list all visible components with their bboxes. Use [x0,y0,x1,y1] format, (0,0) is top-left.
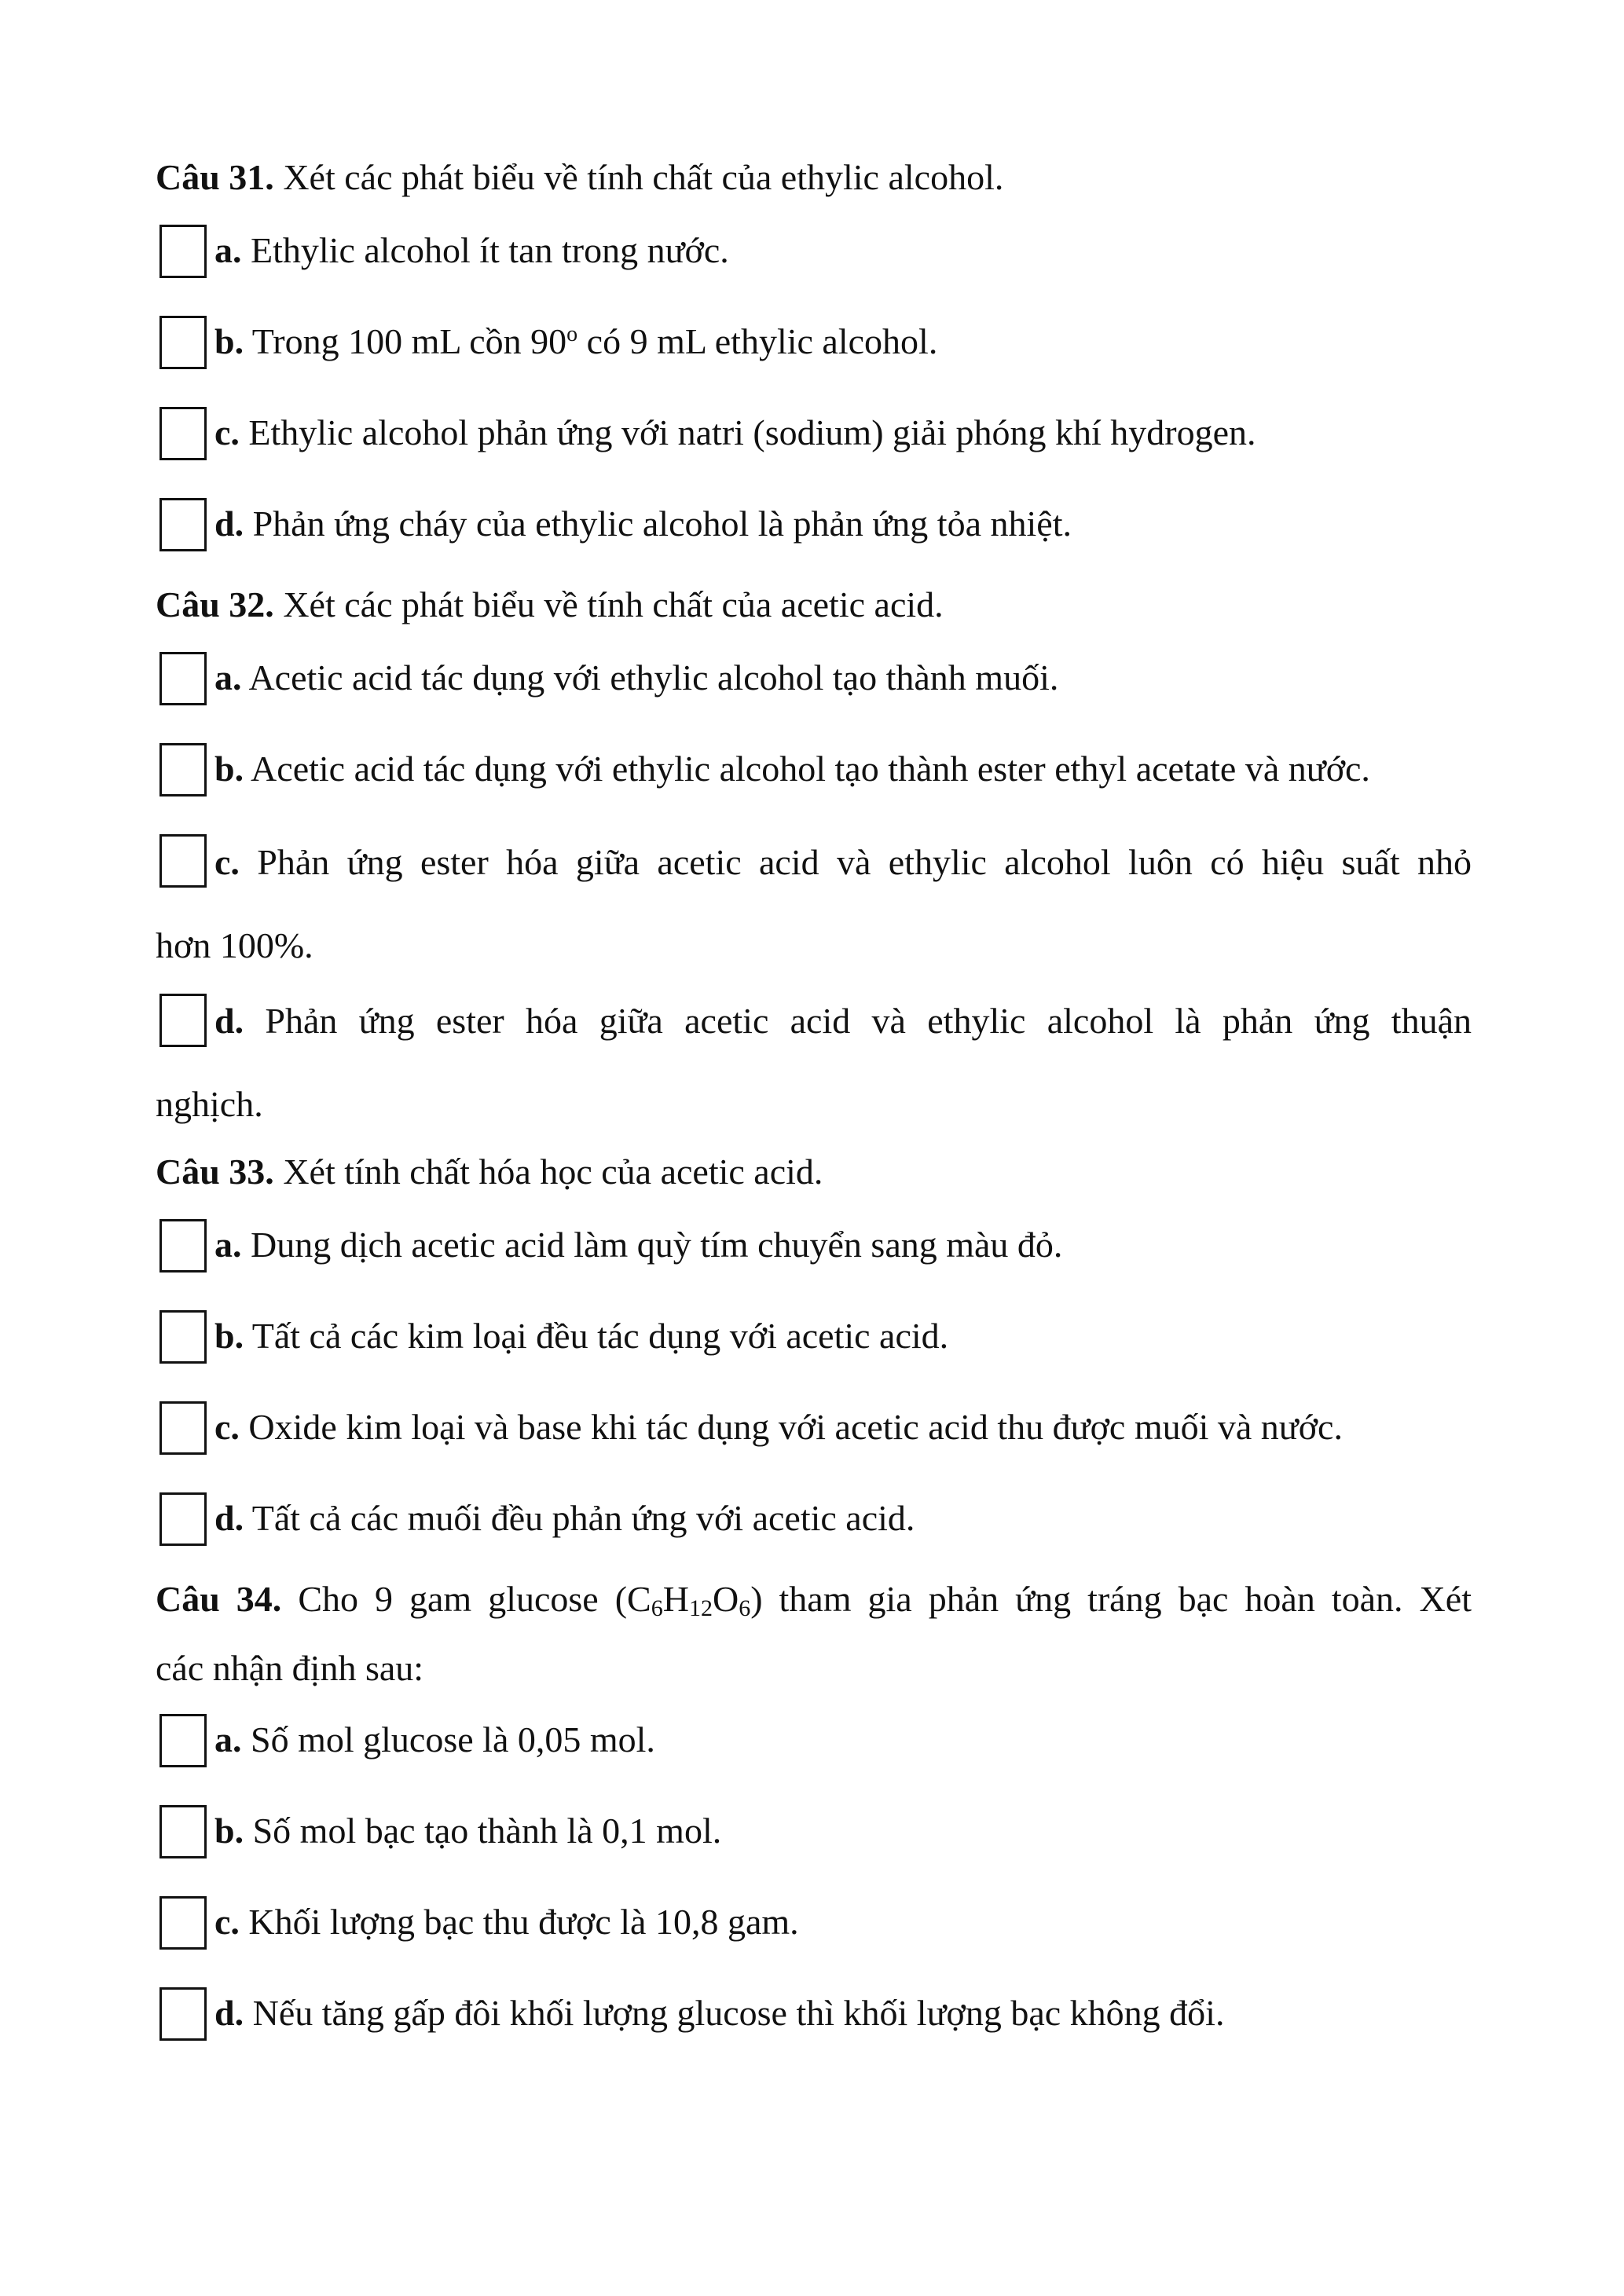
question-33-title [156,1148,823,1196]
answer-checkbox[interactable] [159,498,207,551]
answer-checkbox[interactable] [159,834,207,888]
answer-checkbox[interactable] [159,994,207,1047]
question-32-label: Câu 32. [156,584,274,624]
option-text: b. Trong 100 mL cồn 90$^o$ có 9 mL ethylic alcohol. [214,321,938,361]
option-text: c. Phản ứng ester hóa giữa acetic acid và ethylic alcohol luôn có hiệu suất nhỏ [214,842,1472,882]
option-text: d. Phản ứng cháy của ethylic alcohol là phản ứng tỏa nhiệt. [214,504,1072,544]
answer-checkbox[interactable] [159,1492,207,1546]
option-text: c. Khối lượng bạc thu được là 10,8 gam. [214,1902,799,1942]
question-33-label: Câu 33. [156,1152,274,1192]
option-text-continuation: hơn 100%. [156,925,313,965]
question-33-text: Xét tính chất hóa học của acetic acid. [273,1152,823,1192]
option-text: a. Acetic acid tác dụng với ethylic alcohol tạo thành muối. [214,657,1059,698]
option-text: d. Tất cả các muối đều phản ứng với acetic acid. [214,1498,915,1538]
option-text: a. Dung dịch acetic acid làm quỳ tím chuyển sang màu đỏ. [214,1225,1063,1265]
option-text: b. Tất cả các kim loại đều tác dụng với acetic acid. [214,1316,949,1356]
answer-checkbox[interactable] [159,1896,207,1950]
option-text: c. Oxide kim loại và base khi tác dụng với acetic acid thu được muối và nước. [214,1407,1343,1447]
answer-checkbox[interactable] [159,1401,207,1455]
answer-checkbox[interactable] [159,743,207,796]
question-32-text: Xét các phát biểu về tính chất của acetic acid. [273,584,944,624]
option-text: d. Nếu tăng gấp đôi khối lượng glucose thì khối lượng bạc không đổi. [214,1993,1225,2033]
option-text: b. Acetic acid tác dụng với ethylic alcohol tạo thành ester ethyl acetate và nước. [214,749,1370,789]
option-text: d. Phản ứng ester hóa giữa acetic acid và ethylic alcohol là phản ứng thuận [214,1001,1472,1041]
question-34-label: Câu 34. [156,1579,282,1619]
answer-checkbox[interactable] [159,652,207,705]
question-31-label: Câu 31. [156,157,274,197]
option-text: a. Ethylic alcohol ít tan trong nước. [214,230,729,270]
option-text-continuation: nghịch. [156,1084,263,1124]
answer-checkbox[interactable] [159,1987,207,2041]
question-34-title: Câu 34. Cho 9 gam glucose $(C_6H_{12}O_6)$ tham gia phản ứng tráng bạc hoàn toàn. Xét [156,1579,1472,1621]
question-32-title [156,581,944,628]
option-text: b. Số mol bạc tạo thành là 0,1 mol. [214,1811,722,1851]
answer-checkbox[interactable] [159,225,207,278]
answer-checkbox[interactable] [159,1219,207,1273]
option-text: a. Số mol glucose là 0,05 mol. [214,1719,655,1760]
question-34-continuation: các nhận định sau: [156,1648,424,1688]
answer-checkbox[interactable] [159,1805,207,1858]
answer-checkbox[interactable] [159,1310,207,1364]
question-31-text: Xét các phát biểu về tính chất của ethylic alcohol. [273,157,1004,197]
answer-checkbox[interactable] [159,407,207,460]
answer-checkbox[interactable] [159,316,207,369]
question-31-title [156,154,1003,201]
option-text: c. Ethylic alcohol phản ứng với natri (sodium) giải phóng khí hydrogen. [214,412,1256,452]
answer-checkbox[interactable] [159,1714,207,1767]
